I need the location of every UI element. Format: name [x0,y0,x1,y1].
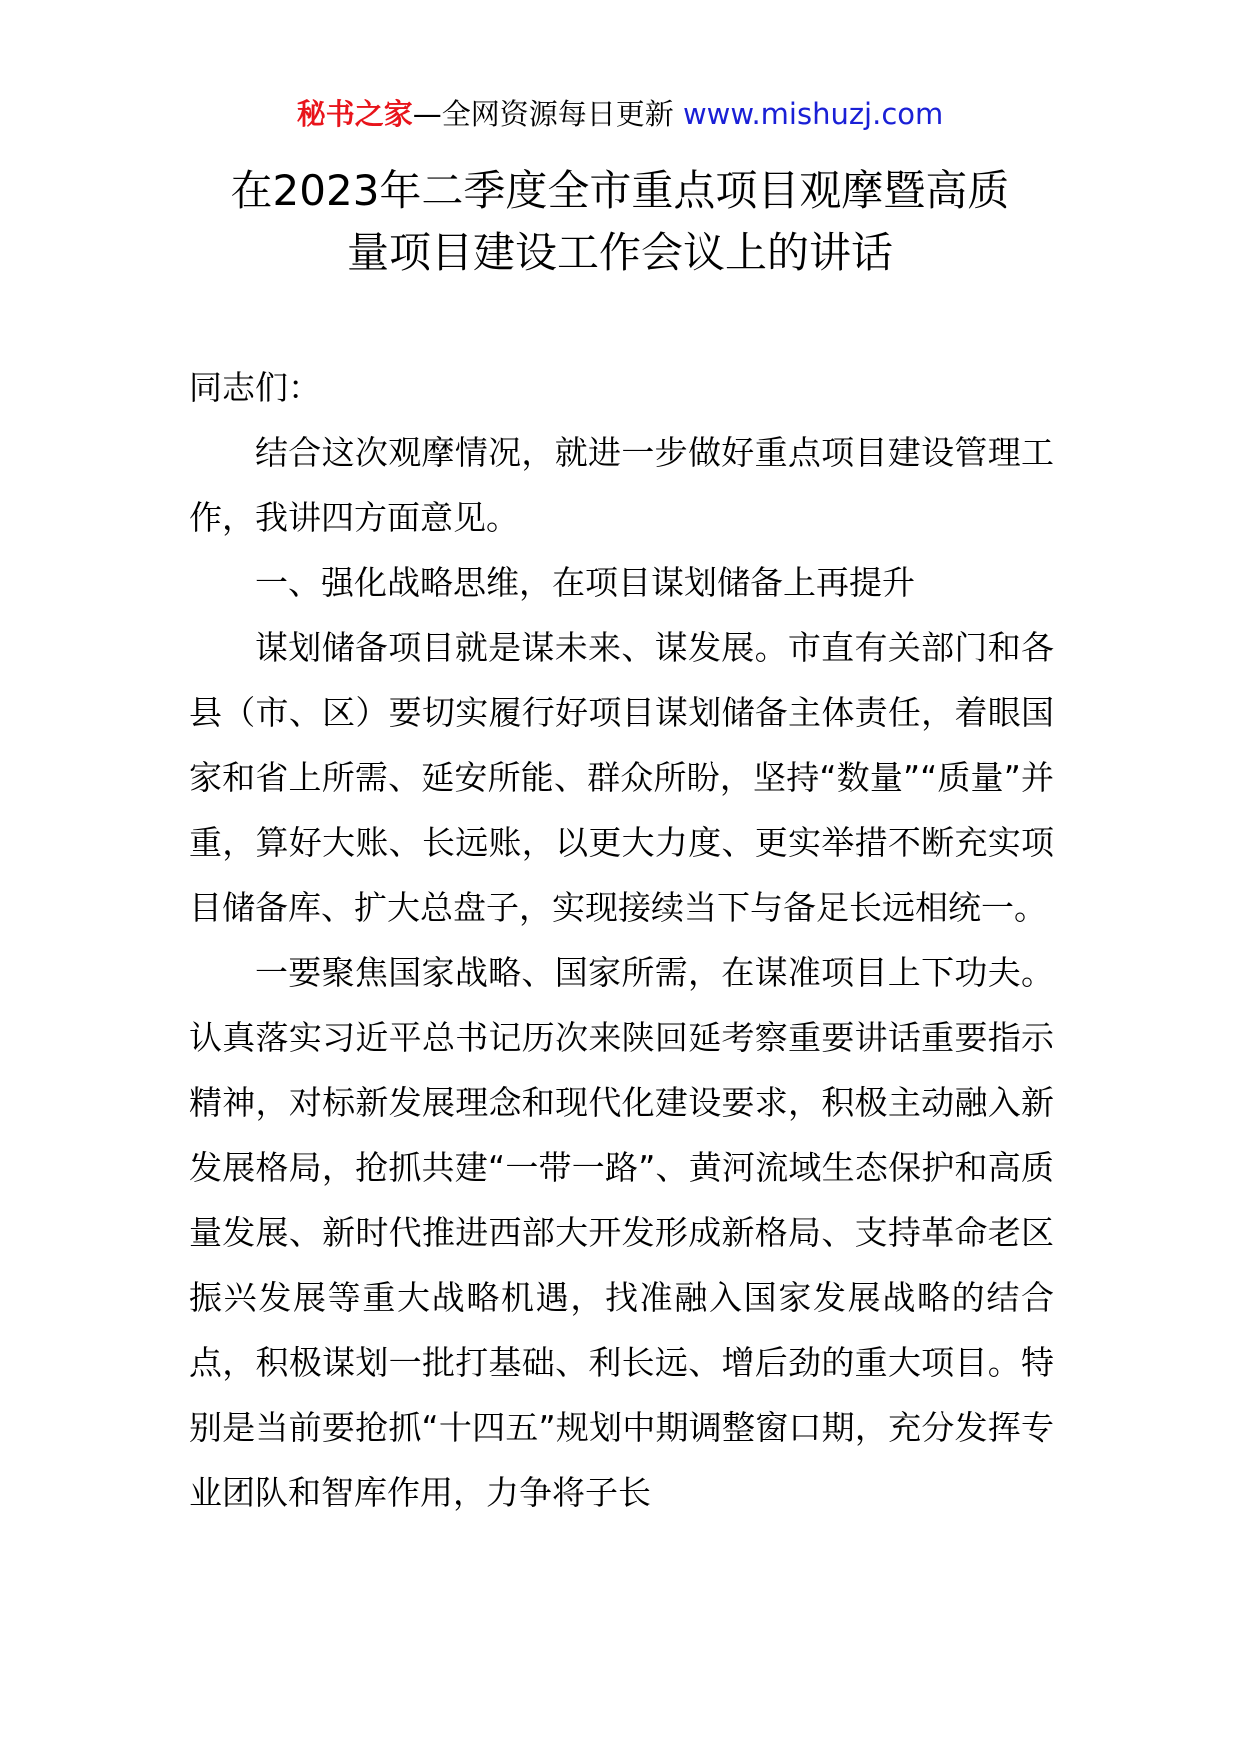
title-line-1: 在2023年二季度全市重点项目观摩暨高质 [230,166,1010,215]
document-title [150,160,1090,284]
body-paragraph: 谋划储备项目就是谋未来、谋发展。市直有关部门和各县（市、区）要切实履行好项目谋划储备主体责任，着眼国家和省上所需、延安所能、群众所盼，坚持“数量”“质量”并重，算好大账、长远账，以更大力度、更实举措不断充实项目储备库、扩大总盘子，实现接续当下与备足长远相统一。 [189,628,1054,927]
document-body [189,355,1054,1525]
salutation: 同志们： [189,368,321,407]
section-heading: 一、强化战略思维，在项目谋划储备上再提升 [255,563,915,602]
brand-name: 秘书之家 [296,97,413,131]
site-header [0,94,1240,134]
title-line-2: 量项目建设工作会议上的讲话 [346,228,893,277]
site-url-link[interactable]: www.mishuzj.com [682,97,944,131]
header-slogan: —全网资源每日更新 [412,97,674,131]
intro-paragraph: 结合这次观摩情况，就进一步做好重点项目建设管理工作，我讲四方面意见。 [189,433,1054,537]
body-paragraph: 一要聚焦国家战略、国家所需，在谋准项目上下功夫。认真落实习近平总书记历次来陕回延考察重要讲话重要指示精神，对标新发展理念和现代化建设要求，积极主动融入新发展格局，抢抓共建“一带一路”、黄河流域生态保护和高质量发展、新时代推进西部大开发形成新格局、支持革命老区振兴发展等重大战略机遇，找准融入国家发展战略的结合点，积极谋划一批打基础、利长远、增后劲的重大项目。特别是当前要抢抓“十四五”规划中期调整窗口期，充分发挥专业团队和智库作用，力争将子长 [189,953,1054,1512]
